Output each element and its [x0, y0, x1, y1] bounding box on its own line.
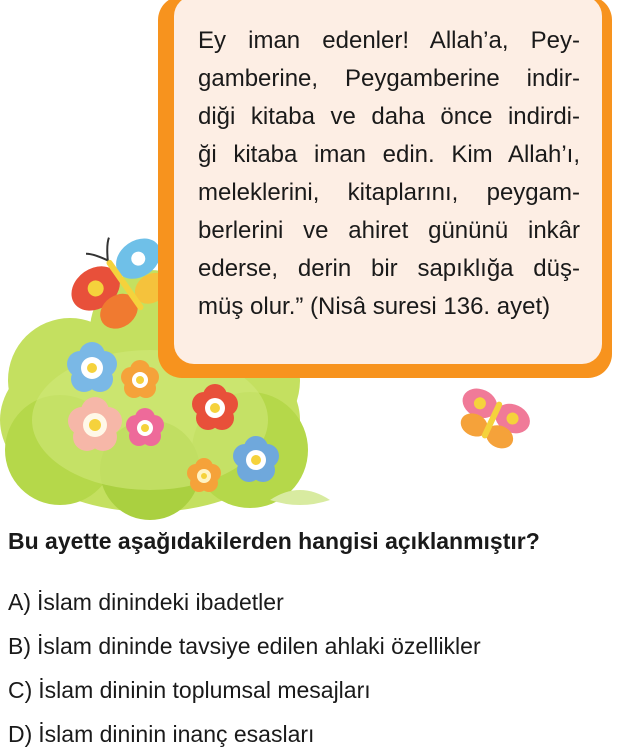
- answer-options: [8, 580, 481, 756]
- question-text: Bu ayette aşağıdakilerden hangisi açıklanmıştır?: [8, 528, 540, 554]
- option-letter: D): [8, 721, 33, 747]
- option-letter: B): [8, 633, 31, 659]
- answer-option-d[interactable]: [8, 712, 481, 756]
- option-text: İslam dininin inanç esasları: [38, 721, 315, 747]
- answer-option-c[interactable]: [8, 668, 481, 712]
- option-letter: A): [8, 589, 31, 615]
- quote-line: diği kitaba ve daha önce indirdi-: [198, 103, 580, 130]
- option-text: İslam dinindeki ibadetler: [37, 589, 284, 615]
- quote-line: müş olur.” (Nisâ suresi 136. ayet): [198, 293, 551, 320]
- butterfly-icon: [450, 383, 535, 456]
- quote-text: [198, 22, 580, 326]
- option-text: İslam dininin toplumsal mesajları: [38, 677, 371, 703]
- answer-option-b[interactable]: [8, 624, 481, 668]
- option-text: İslam dininde tavsiye edilen ahlaki özellikler: [37, 633, 481, 659]
- quote-line: gamberine, Peygamberine indir-: [198, 65, 580, 92]
- quote-line: ği kitaba iman edin. Kim Allah’ı,: [198, 141, 580, 168]
- quote-line: ederse, derin bir sapıklığa düş-: [198, 255, 580, 282]
- answer-option-a[interactable]: [8, 580, 481, 624]
- quote-line: Ey iman edenler! Allah’a, Pey-: [198, 27, 580, 54]
- option-letter: C): [8, 677, 33, 703]
- quote-line: berlerini ve ahiret gününü inkâr: [198, 217, 580, 244]
- quote-line: meleklerini, kitaplarını, peygam-: [198, 179, 580, 206]
